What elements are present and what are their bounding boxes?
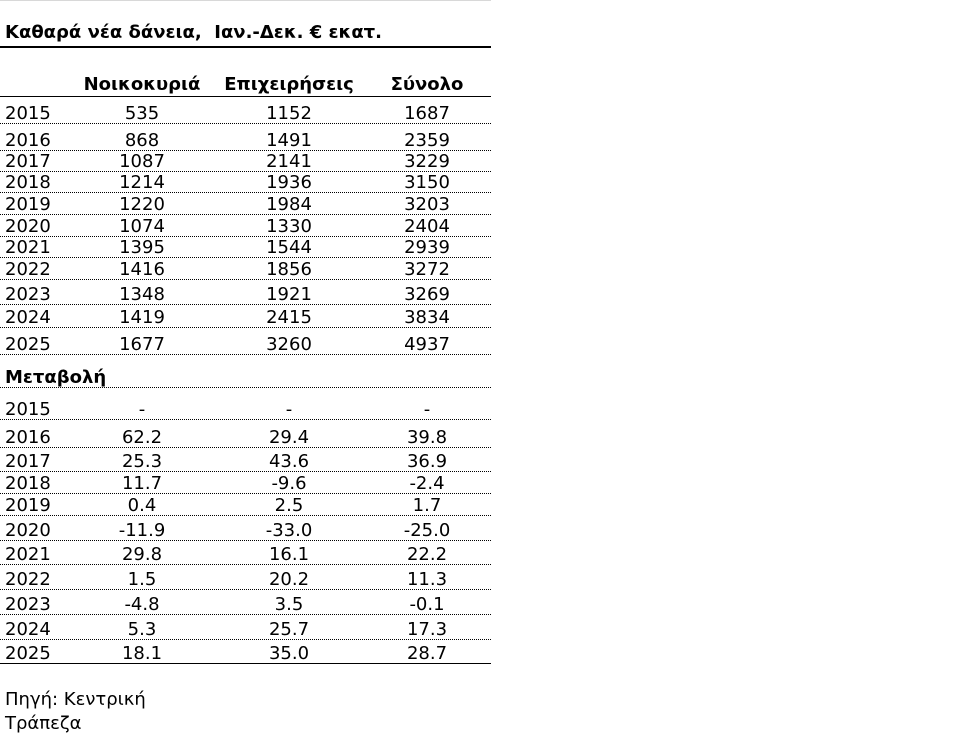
change-row	[0, 614, 491, 640]
total-cell-value: -25.0	[403, 520, 451, 541]
businesses-cell-value: 20.2	[268, 569, 310, 590]
households-cell-value: 25.3	[121, 451, 163, 472]
total-cell-value: 36.9	[406, 451, 448, 472]
businesses-cell-value: 2415	[266, 307, 312, 328]
year-cell: 2025	[5, 643, 51, 664]
households-cell-value: -	[138, 399, 146, 420]
level-row	[0, 101, 491, 124]
year-cell: 2016	[5, 427, 51, 448]
households-cell-value: 1220	[119, 194, 165, 215]
total-cell-value: 3150	[404, 172, 450, 193]
year-cell: 2020	[5, 216, 51, 237]
total-cell-value: -0.1	[409, 594, 445, 615]
year-cell: 2017	[5, 451, 51, 472]
households-cell-value: 0.4	[127, 495, 157, 516]
year-cell: 2017	[5, 151, 51, 172]
table-title: Καθαρά νέα δάνεια, Ιαν.-Δεκ. € εκατ.	[5, 22, 383, 43]
total-cell-value: 28.7	[406, 643, 448, 664]
level-row	[0, 171, 491, 193]
year-cell: 2021	[5, 237, 51, 258]
businesses-cell-value: -	[285, 399, 293, 420]
top-border	[0, 0, 491, 1]
header-businesses-label: Επιχειρήσεις	[224, 74, 354, 95]
level-row	[0, 123, 491, 151]
year-cell: 2015	[5, 399, 51, 420]
total-cell-value: 1.7	[412, 495, 442, 516]
total-cell-value: 2359	[404, 130, 450, 151]
businesses-cell-value: 2141	[266, 151, 312, 172]
businesses-cell-value: 2.5	[274, 495, 304, 516]
total-cell-value: -	[423, 399, 431, 420]
households-cell-value: 1395	[119, 237, 165, 258]
title-rule	[0, 46, 491, 48]
households-cell-value: 29.8	[121, 544, 163, 565]
households-cell-value: 1677	[119, 334, 165, 355]
total-cell-value: 3203	[404, 194, 450, 215]
total-cell-value: 3229	[404, 151, 450, 172]
change-row	[0, 515, 491, 541]
year-cell: 2018	[5, 172, 51, 193]
change-row	[0, 447, 491, 472]
businesses-cell-value: 1984	[266, 194, 312, 215]
year-cell: 2022	[5, 259, 51, 280]
businesses-cell-value: 16.1	[268, 544, 310, 565]
businesses-cell-value: 1936	[266, 172, 312, 193]
source-line-2: Τράπεζα	[5, 713, 82, 734]
level-row	[0, 214, 491, 237]
level-row	[0, 327, 491, 355]
businesses-cell-value: 3260	[266, 334, 312, 355]
source-line-1: Πηγή: Κεντρική	[5, 689, 146, 710]
header-households-label: Νοικοκυριά	[83, 74, 201, 95]
year-cell: 2019	[5, 495, 51, 516]
change-header-rule	[0, 387, 491, 388]
businesses-cell-value: 3.5	[274, 594, 304, 615]
businesses-cell-value: 1152	[266, 103, 312, 124]
businesses-cell-value: 35.0	[268, 643, 310, 664]
households-cell-value: 62.2	[121, 427, 163, 448]
change-row	[0, 471, 491, 494]
year-cell: 2020	[5, 520, 51, 541]
total-cell-value: 2404	[404, 216, 450, 237]
businesses-cell-value: 29.4	[268, 427, 310, 448]
households-cell-value: 5.3	[127, 619, 157, 640]
year-cell: 2019	[5, 194, 51, 215]
total-cell-value: 3269	[404, 284, 450, 305]
year-cell: 2023	[5, 284, 51, 305]
change-row	[0, 419, 491, 448]
total-cell-value: 22.2	[406, 544, 448, 565]
level-row	[0, 257, 491, 280]
households-cell-value: 1074	[119, 216, 165, 237]
total-cell-value: 3272	[404, 259, 450, 280]
year-cell: 2024	[5, 307, 51, 328]
businesses-cell-value: 1544	[266, 237, 312, 258]
change-row	[0, 540, 491, 565]
businesses-cell-value: 1491	[266, 130, 312, 151]
businesses-cell-value: 43.6	[268, 451, 310, 472]
change-row	[0, 564, 491, 590]
households-cell-value: 18.1	[121, 643, 163, 664]
businesses-cell-value: 1330	[266, 216, 312, 237]
businesses-cell-value: -33.0	[265, 520, 313, 541]
year-cell: 2021	[5, 544, 51, 565]
businesses-cell-value: -9.6	[271, 473, 307, 494]
households-cell-value: 1419	[119, 307, 165, 328]
level-row	[0, 236, 491, 258]
total-cell-value: 11.3	[406, 569, 448, 590]
businesses-cell-value: 1921	[266, 284, 312, 305]
households-cell-value: 1087	[119, 151, 165, 172]
total-cell-value: -2.4	[409, 473, 445, 494]
households-cell-value: -11.9	[118, 520, 166, 541]
year-cell: 2025	[5, 334, 51, 355]
total-cell-value: 39.8	[406, 427, 448, 448]
change-section-title: Μεταβολή	[5, 367, 107, 388]
year-cell: 2015	[5, 103, 51, 124]
total-cell-value: 2939	[404, 237, 450, 258]
year-cell: 2016	[5, 130, 51, 151]
households-cell-value: 1.5	[127, 569, 157, 590]
year-cell: 2018	[5, 473, 51, 494]
level-row	[0, 192, 491, 215]
households-cell-value: 1348	[119, 284, 165, 305]
source-note	[5, 688, 146, 736]
level-row	[0, 304, 491, 328]
total-cell-value: 4937	[404, 334, 450, 355]
change-row	[0, 589, 491, 615]
businesses-cell-value: 1856	[266, 259, 312, 280]
header-total-label: Σύνολο	[390, 74, 464, 95]
change-row	[0, 493, 491, 516]
year-cell: 2023	[5, 594, 51, 615]
total-cell-value: 3834	[404, 307, 450, 328]
change-row	[0, 397, 491, 420]
businesses-cell-value: 25.7	[268, 619, 310, 640]
households-cell-value: -4.8	[124, 594, 160, 615]
households-cell-value: 868	[124, 130, 160, 151]
year-cell: 2022	[5, 569, 51, 590]
year-cell: 2024	[5, 619, 51, 640]
level-row	[0, 279, 491, 305]
change-row	[0, 639, 491, 664]
households-cell-value: 1214	[119, 172, 165, 193]
total-cell-value: 1687	[404, 103, 450, 124]
households-cell-value: 535	[124, 103, 160, 124]
households-cell-value: 1416	[119, 259, 165, 280]
households-cell-value: 11.7	[121, 473, 163, 494]
level-row	[0, 150, 491, 172]
header-rule	[0, 96, 491, 97]
total-cell-value: 17.3	[406, 619, 448, 640]
